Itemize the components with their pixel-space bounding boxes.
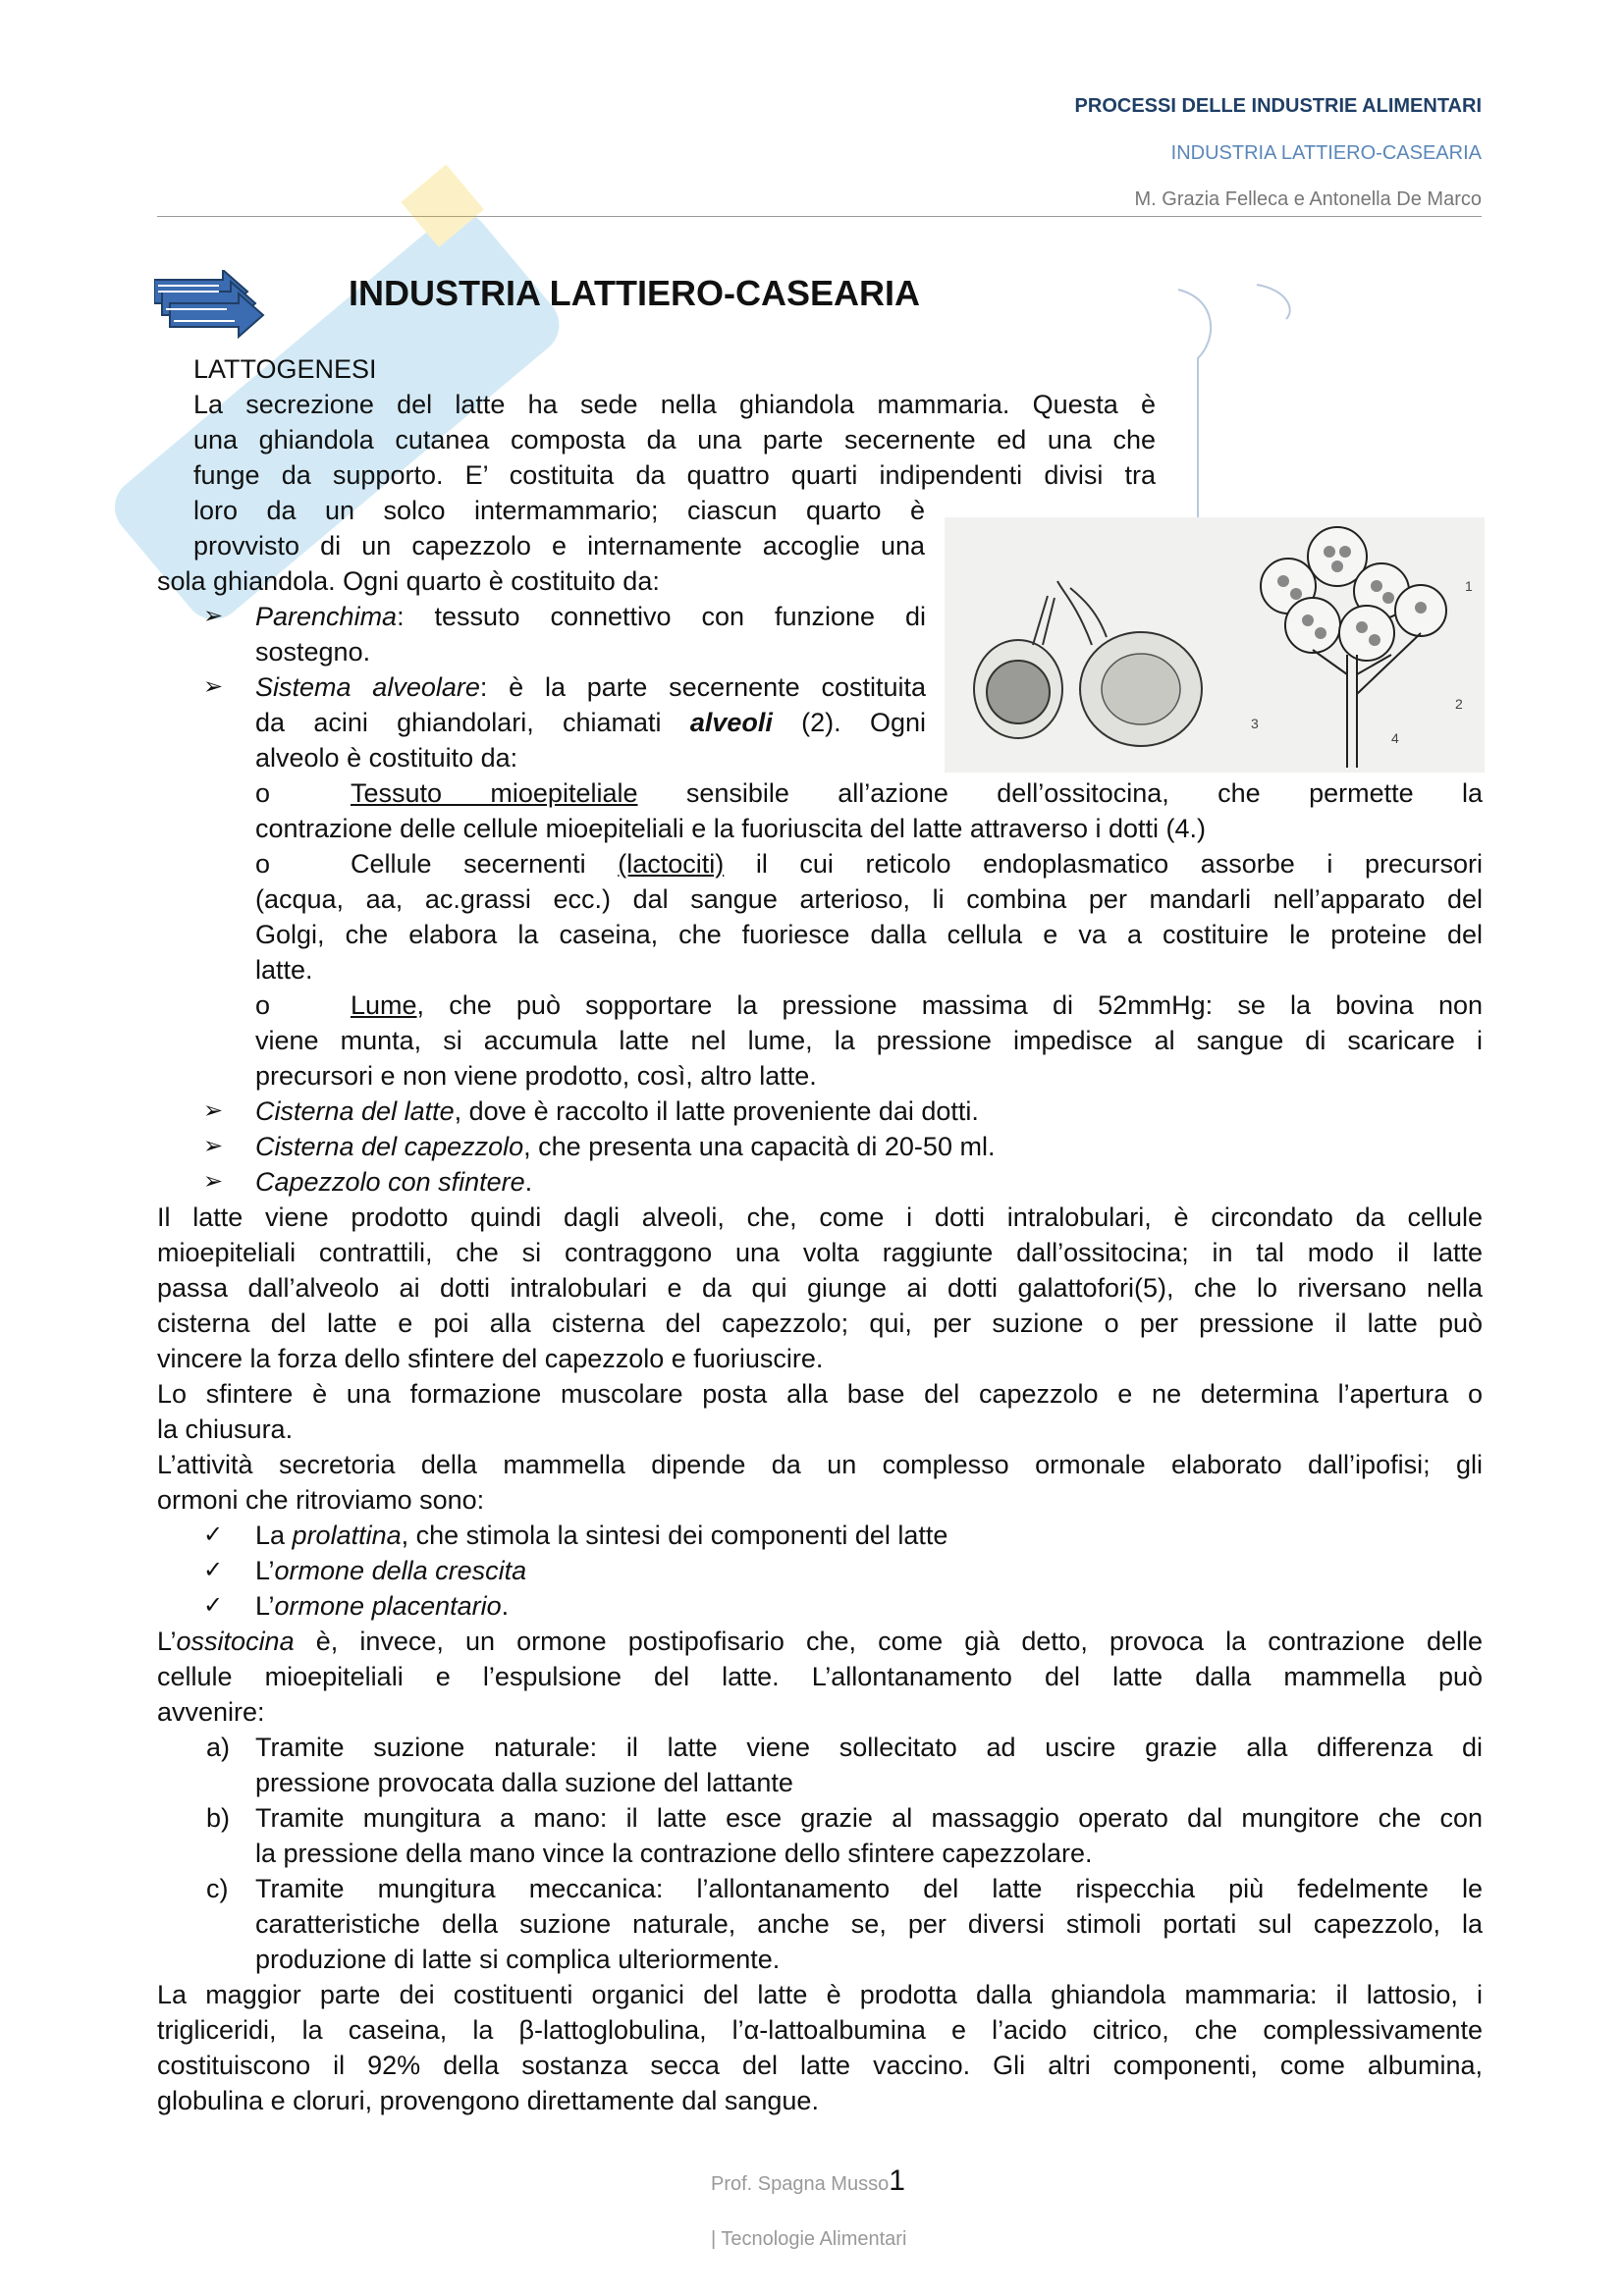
lume-line-3: precursori e non viene prodotto, così, altro latte. — [255, 1061, 817, 1091]
method-marker-a: a) — [206, 1733, 231, 1762]
method-marker-c: c) — [206, 1874, 229, 1903]
figure-label-3: 3 — [1251, 716, 1259, 731]
bullet-arrow-icon: ➢ — [203, 1097, 224, 1124]
cellule-block — [255, 881, 1483, 988]
parenchima-line-1 — [255, 599, 926, 634]
footer-professor — [711, 2164, 905, 2198]
triple-arrow-icon — [154, 270, 272, 348]
method-line: Tramite mungitura meccanica: l’allontanamento del latte rispecchia più fedelmente le — [255, 1874, 1483, 1903]
ossitocina-line-1 — [157, 1624, 1483, 1659]
hormone-term: ormone placentario — [274, 1591, 502, 1621]
paragraph-line: Il latte viene prodotto quindi dagli alveoli, che, come i dotti intralobulari, è circondato da cellule — [157, 1202, 1483, 1232]
method-a — [255, 1730, 1483, 1800]
cellule-term: (lactociti) — [618, 849, 725, 879]
method-line: Tramite suzione naturale: il latte viene sollecitato ad uscire grazie alla differenza di — [255, 1733, 1483, 1762]
footer-subject: | Tecnologie Alimentari — [711, 2228, 907, 2250]
ossitocina-text: L’ — [157, 1627, 177, 1656]
method-line: la pressione della mano vince la contrazione dello sfintere capezzolare. — [255, 1839, 1093, 1868]
intro-line-4: loro da un solco intermammario; ciascun quarto è — [193, 496, 925, 525]
cellule-line-2: (acqua, aa, ac.grassi ecc.) dal sangue arterioso, li combina per mandarli nell’apparato del — [255, 884, 1483, 914]
ossitocina-line-3: avvenire: — [157, 1697, 265, 1727]
alveolare-term: Sistema alveolare — [255, 672, 480, 702]
paragraph-line: ormoni che ritroviamo sono: — [157, 1485, 485, 1515]
alveolare-text: : è la parte secernente costituita — [479, 672, 926, 702]
page-title: INDUSTRIA LATTIERO-CASEARIA — [349, 273, 920, 313]
method-line: produzione di latte si complica ulteriormente. — [255, 1945, 781, 1974]
capezzolo-term: Capezzolo con sfintere — [255, 1167, 525, 1197]
hormone-term: ormone della crescita — [274, 1556, 527, 1585]
header-course: PROCESSI DELLE INDUSTRIE ALIMENTARI — [1074, 95, 1482, 117]
alveolare-line-2 — [255, 705, 926, 740]
paragraph-line: passa dall’alveolo ai dotti intralobulari e da qui giunge ai dotti galattofori(5), che lo riversano nella — [157, 1273, 1483, 1303]
method-line: Tramite mungitura a mano: il latte esce grazie al massaggio operato dal mungitore che con — [255, 1803, 1483, 1833]
section-heading-lattogenesi: LATTOGENESI — [193, 354, 377, 384]
cisterna-capezzolo-item — [255, 1129, 995, 1164]
capezzolo-text: . — [524, 1167, 533, 1197]
cellule-text-a: Cellule secernenti — [351, 849, 619, 879]
paragraph-line: Lo sfintere è una formazione muscolare posta alla base del capezzolo e ne determina l’apertura o — [157, 1379, 1483, 1409]
parenchima-line-2: sostegno. — [255, 637, 371, 667]
method-b — [255, 1800, 1483, 1871]
method-marker-b: b) — [206, 1803, 231, 1833]
hormone-text: L’ — [255, 1591, 275, 1621]
paragraph-line: L’attività secretoria della mammella dipende da un complesso ormonale elaborato dall’ipofisi; gli — [157, 1450, 1483, 1479]
bullet-arrow-icon: ➢ — [203, 1133, 224, 1159]
alveoli-illustration — [945, 517, 1485, 773]
ossitocina-block — [157, 1659, 1483, 1730]
hormone-text: , che stimola la sintesi dei componenti del latte — [401, 1521, 948, 1550]
tessuto-text: sensibile all’azione dell’ossitocina, che permette la — [637, 778, 1483, 808]
ossitocina-text: è, invece, un ormone postipofisario che, come già detto, provoca la contrazione delle — [294, 1627, 1483, 1656]
paragraph-line: globulina e cloruri, provengono direttamente dal sangue. — [157, 2086, 819, 2115]
paragraph-line: trigliceridi, la caseina, la β-lattoglobulina, l’α-lattoalbumina e l’acido citrico, che complessivamente — [157, 2015, 1483, 2045]
checkmark-icon: ✓ — [203, 1522, 224, 1548]
sub-bullet-marker: o — [255, 990, 271, 1020]
parenchima-text: : tessuto connettivo con funzione di — [397, 602, 926, 631]
cisterna-latte-item — [255, 1094, 979, 1129]
bullet-arrow-icon: ➢ — [203, 603, 224, 629]
header-section: INDUSTRIA LATTIERO-CASEARIA — [1170, 142, 1482, 164]
checkmark-icon: ✓ — [203, 1557, 224, 1583]
paragraph-line: mioepiteliali contrattili, che si contraggono una volta raggiunte dall’ossitocina; in tal modo il latte — [157, 1238, 1483, 1267]
cellule-line-3: Golgi, che elabora la caseina, che fuoriesce dalla cellula e va a costituire le proteine del — [255, 920, 1483, 949]
lume-block — [255, 1023, 1483, 1094]
figure-label-1: 1 — [1465, 578, 1473, 594]
hormone-text: L’ — [255, 1556, 275, 1585]
lume-text: , che può sopportare la pressione massima di 52mmHg: se la bovina non — [416, 990, 1483, 1020]
hormone-text: La — [255, 1521, 293, 1550]
intro-line-5: provvisto di un capezzolo e internamente accoglie una — [193, 531, 925, 561]
hormone-term: prolattina — [292, 1521, 402, 1550]
cellule-line-1 — [351, 846, 1483, 881]
parenchima-term: Parenchima — [255, 602, 398, 631]
cisterna-latte-term: Cisterna del latte — [255, 1096, 455, 1126]
figure-label-4: 4 — [1391, 730, 1399, 746]
alveolare-text-2b: (2). Ogni — [772, 708, 926, 737]
intro-line-3: funge da supporto. E’ costituita da quattro quarti indipendenti divisi tra — [193, 460, 1156, 490]
hormone-text: . — [501, 1591, 510, 1621]
cellule-text-b: il cui reticolo endoplasmatico assorbe i precursori — [724, 849, 1483, 879]
figure-label-2: 2 — [1455, 696, 1463, 712]
cisterna-capezzolo-text: , che presenta una capacità di 20-50 ml. — [523, 1132, 996, 1161]
bullet-arrow-icon: ➢ — [203, 1168, 224, 1195]
page-number: 1 — [889, 2164, 905, 2197]
method-c — [255, 1871, 1483, 1977]
paragraph-line: la chiusura. — [157, 1415, 294, 1444]
lume-term: Lume — [351, 990, 417, 1020]
capezzolo-item — [255, 1164, 532, 1200]
ossitocina-term: ossitocina — [176, 1627, 295, 1656]
paragraph-line: costituiscono il 92% della sostanza secca del latte vaccino. Gli altri componenti, come albumina, — [157, 2051, 1483, 2080]
hormone-placentario — [255, 1588, 509, 1624]
cisterna-capezzolo-term: Cisterna del capezzolo — [255, 1132, 524, 1161]
sub-bullet-marker: o — [255, 849, 271, 879]
paragraph-sfintere — [157, 1376, 1483, 1447]
intro-line-6: sola ghiandola. Ogni quarto è costituito da: — [157, 566, 660, 596]
lume-line-1 — [351, 988, 1483, 1023]
header-divider — [157, 216, 1482, 217]
footer-professor-name: Prof. Spagna Musso — [711, 2173, 890, 2195]
paragraph-attivita — [157, 1447, 1483, 1518]
tessuto-term: Tessuto mioepiteliale — [351, 778, 638, 808]
method-line: caratteristiche della suzione naturale, anche se, per diversi stimoli portati sul capezzolo, la — [255, 1909, 1483, 1939]
alveolare-text-2a: da acini ghiandolari, chiamati — [255, 708, 690, 737]
alveoli-term: alveoli — [689, 708, 773, 737]
bullet-arrow-icon: ➢ — [203, 673, 224, 700]
hormone-crescita — [255, 1553, 526, 1588]
header-authors: M. Grazia Felleca e Antonella De Marco — [1134, 188, 1482, 210]
cisterna-latte-text: , dove è raccolto il latte proveniente dai dotti. — [454, 1096, 979, 1126]
sub-bullet-marker: o — [255, 778, 271, 808]
hormone-prolattina — [255, 1518, 947, 1553]
paragraph-line: La maggior parte dei costituenti organici del latte è prodotta dalla ghiandola mammaria: il lattosio, i — [157, 1980, 1483, 2009]
method-line: pressione provocata dalla suzione del lattante — [255, 1768, 793, 1797]
intro-line-1: La secrezione del latte ha sede nella ghiandola mammaria. Questa è — [193, 390, 1156, 419]
intro-line-2: una ghiandola cutanea composta da una parte secernente ed una che — [193, 425, 1156, 454]
cellule-line-4: latte. — [255, 955, 313, 985]
ossitocina-line-2: cellule mioepiteliali e l’espulsione del latte. L’allontanamento del latte dalla mammella può — [157, 1662, 1483, 1691]
paragraph-alveoli — [157, 1200, 1483, 1376]
alveolare-line-3: alveolo è costituito da: — [255, 743, 518, 773]
tessuto-line-2: contrazione delle cellule mioepiteliali e la fuoriuscita del latte attraverso i dotti (4.) — [255, 814, 1206, 843]
paragraph-line: vincere la forza dello sfintere del capezzolo e fuoriuscire. — [157, 1344, 824, 1373]
paragraph-costituenti — [157, 1977, 1483, 2118]
tessuto-line-1 — [351, 775, 1483, 811]
alveolare-line-1 — [255, 669, 926, 705]
checkmark-icon: ✓ — [203, 1592, 224, 1619]
lume-line-2: viene munta, si accumula latte nel lume, la pressione impedisce al sangue di scaricare i — [255, 1026, 1483, 1055]
paragraph-line: cisterna del latte e poi alla cisterna del capezzolo; qui, per suzione o per pressione il latte può — [157, 1308, 1483, 1338]
